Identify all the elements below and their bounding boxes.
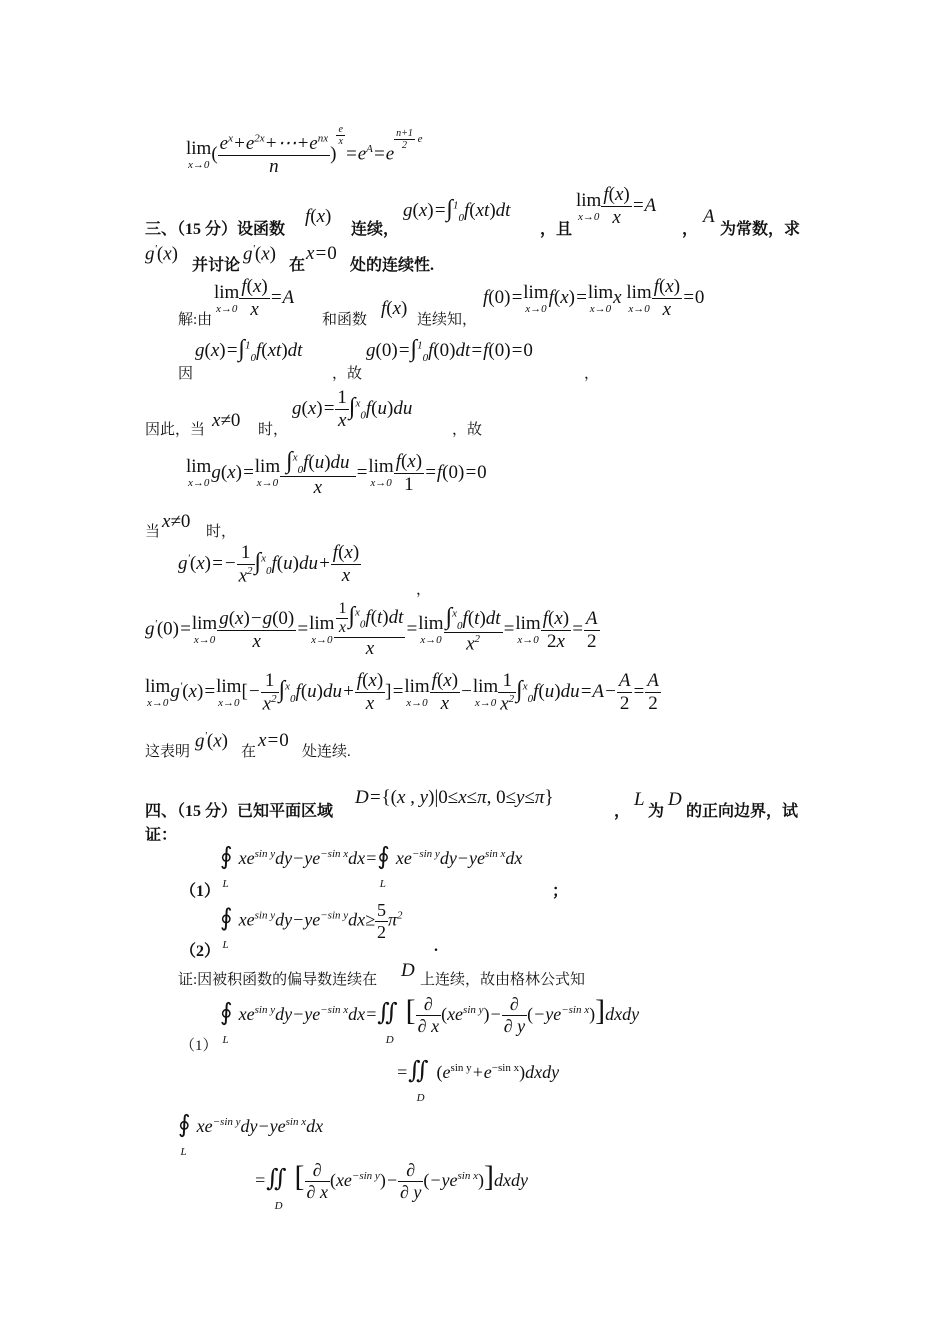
sec3-c2: ，且 xyxy=(540,221,573,238)
sol-dang: 当 xyxy=(145,524,161,540)
sec4-L: L xyxy=(634,789,645,810)
sol-gprime-x: g'(x)=− $\frac{1}{x^2}$ ∫$^x_0$f(u)du+ $\frac{f(x)}{x}$ xyxy=(178,542,360,587)
sol-xne0b: x≠0 xyxy=(162,511,191,532)
sol-hehan: 和函数 xyxy=(322,312,368,328)
sol-you: 解:由 xyxy=(178,312,213,328)
sol-comma2: ， xyxy=(416,582,432,598)
sec4-h3: 为 xyxy=(648,803,665,820)
sol-gx: g(x)=∫$^1_0$f(xt)dt xyxy=(195,336,303,364)
sol-fx: f(x) xyxy=(381,298,408,319)
sec3-x0: x=0 xyxy=(306,243,337,264)
top-limit-formula: lim x→0 ( $\frac{e^x+e^{2x}+\cdots+e^{nx}}{n}$ ) $^{\frac{e}{x}}$ $=e^A=e$ $^{\frac{n+1}{2} e}$ xyxy=(186,124,423,177)
proof-eq1: $∮_Lxe^{sin y}dy-ye^{-sin x}dx=∬_D$[ $\frac{\partial}{\partial x}$ $(xe^{sin y})-$ $\frac{\partial}{\partial y}$ $(-ye^{-sin x})]dxdy$ xyxy=(220,994,640,1046)
sec3-c4: 为常数，求 xyxy=(720,221,801,238)
sol-gx-int: g(x)= $\frac{1}{x}$ ∫$^x_0$f(u)du xyxy=(292,387,413,431)
sol-conc-x0: x=0 xyxy=(258,730,289,751)
sol-lianxu: 连续知， xyxy=(417,312,478,328)
sol-gprime-0: g'(0)=lim x→0 $\frac{g(x)-g(0)}{x}$ =lim x→0 $\frac{1}{x}$ ∫$^x_0$f(t)dt x =lim x→0 $\frac{\int^x_0f(t)dt}{x^2}$ =lim x→0 $\frac{f(x)}{2x}$ = $\frac{A}{2}$ xyxy=(145,600,598,659)
proof-p1: （1） xyxy=(180,1038,218,1054)
sol-f0: f(0)=lim x→0 f(x)=lim x→0 x lim x→0 $\frac{f(x)}{x}$ =0 xyxy=(483,276,705,320)
sec3-heading: 三、（15 分）设函数 xyxy=(145,221,286,238)
sec3-gprime: g'(x) xyxy=(145,243,178,265)
proof-eq2a: $∮_Lxe^{-sin y}dy-ye^{sin x}dx$ xyxy=(178,1112,324,1158)
sec3-c5: 并讨论 xyxy=(192,257,241,274)
proof-D: D xyxy=(401,960,415,981)
sec4-dot: . xyxy=(434,938,438,955)
sec3-gx-def: g(x)=∫$^1_0$f(xt)dt xyxy=(403,196,511,224)
sol-conc2: 在 xyxy=(241,744,257,760)
sec3-c3: ， xyxy=(682,221,699,238)
sol-yin: 因 xyxy=(178,366,194,382)
sec4-semi: ； xyxy=(552,883,569,900)
sec3-A: A xyxy=(703,206,715,227)
sol-gu: ，故 xyxy=(332,366,363,382)
sol-xne0: x≠0 xyxy=(212,410,241,431)
sec4-p2: （2） xyxy=(180,943,221,960)
sec3-c6: 在 xyxy=(289,257,306,274)
sol-g0: g(0)=∫$^1_0$f(0)dt=f(0)=0 xyxy=(366,336,533,364)
sol-conc1: 这表明 xyxy=(145,744,191,760)
sec4-D: D={(x , y)|0≤x≤π, 0≤y≤π} xyxy=(355,787,554,808)
sol-gu2: ，故 xyxy=(452,422,483,438)
sol-conc-g: g'(x) xyxy=(195,730,228,752)
sec3-limit-A: lim x→0 $\frac{f(x)}{x}$ =A xyxy=(576,184,657,228)
sol-limit-A: lim x→0 $\frac{f(x)}{x}$ =A xyxy=(214,276,295,320)
sec4-p1: （1） xyxy=(180,883,221,900)
sol-lim-gx: lim x→0 g(x)=lim x→0 $\frac{\int^x_0f(u)du}{x}$ =lim x→0 $\frac{f(x)}{1}$ =f(0)=0 xyxy=(186,448,487,498)
proof-1: 证:因被积函数的偏导数连续在 xyxy=(178,972,378,988)
sol-comma: ， xyxy=(584,366,600,382)
sol-lim-gprime: lim x→0 g'(x)=lim x→0 [− $\frac{1}{x^2}$ ∫$^x_0$f(u)du+ $\frac{f(x)}{x}$ ]=lim x→0 $\frac{f(x)}{x}$ −lim x→0 $\frac{1}{x^2}$ ∫$^x_0$f(u)du=A− $\frac{A}{2}$ = $\frac{A}{2}$ xyxy=(145,670,659,715)
proof-eq1b: $=∬_D(e^{sin y}+e^{-sin x})dxdy$ xyxy=(396,1058,560,1104)
sol-shi2: 时， xyxy=(206,524,237,540)
sol-shi: 时， xyxy=(258,422,289,438)
sec3-gprime2: g'(x) xyxy=(243,243,276,265)
proof-2: 上连续，故由格林公式知 xyxy=(420,972,586,988)
sol-conc3: 处连续. xyxy=(302,744,351,760)
sec4-heading: 四、（15 分）已知平面区域 xyxy=(145,803,334,820)
sec4-D2: D xyxy=(668,789,682,810)
sec4-h5: 证： xyxy=(145,827,178,844)
proof-eq2b: $=∬_D$[ $\frac{\partial}{\partial x}$ $(xe^{-sin y})-$ $\frac{\partial}{\partial y}$ $(-ye^{sin x})]dxdy$ xyxy=(254,1160,528,1212)
sec4-h2: ， xyxy=(614,803,631,820)
sec3-c1: 连续， xyxy=(351,221,400,238)
sec4-h4: 的正向边界，试 xyxy=(686,803,799,820)
sol-yinci: 因此，当 xyxy=(145,422,206,438)
sec3-c7: 处的连续性. xyxy=(350,257,435,274)
sec3-fx: f(x) xyxy=(305,206,332,227)
sec4-eq2: $∮_Lxe^{sin y}dy-ye^{-sin y}dx\ge$ $\frac{5}{2}$ $\pi^2$ xyxy=(220,900,403,952)
sec4-eq1: $∮_Lxe^{sin y}dy-ye^{-sin x}dx=∮_Lxe^{-sin y}dy-ye^{sin x}dx$ xyxy=(220,844,523,890)
